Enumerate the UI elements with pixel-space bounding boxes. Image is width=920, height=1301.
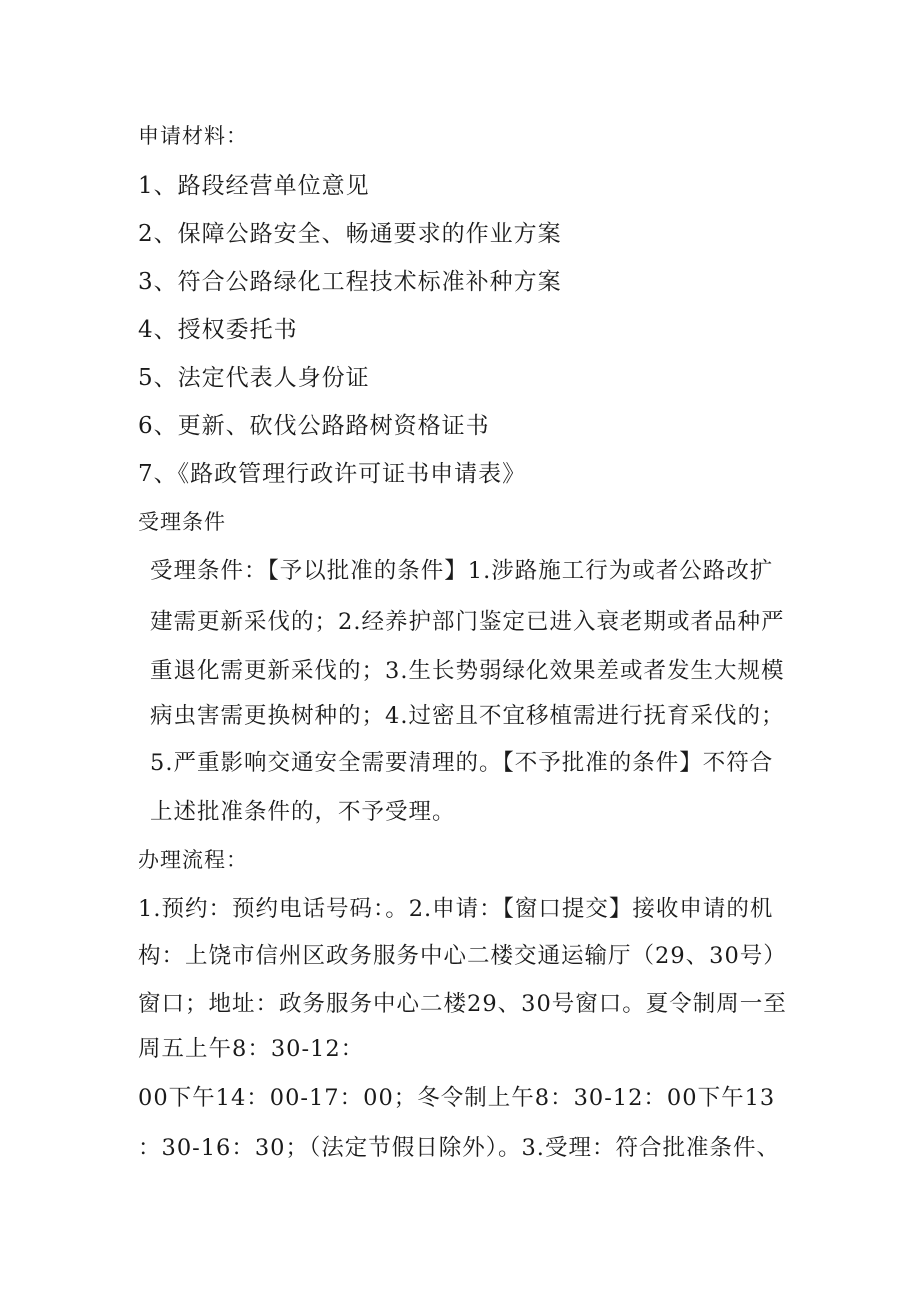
process-heading: 办理流程： xyxy=(138,848,248,872)
material-item-2: 2、保障公路安全、畅通要求的作业方案 xyxy=(138,221,562,247)
material-item-3: 3、符合公路绿化工程技术标准补种方案 xyxy=(138,269,562,295)
material-item-1: 1、路段经营单位意见 xyxy=(138,173,370,199)
material-item-7: 7、《路政管理行政许可证书申请表》 xyxy=(138,461,527,487)
process-line-2: 构：上饶市信州区政务服务中心二楼交通运输厅（29、30号） xyxy=(138,943,787,969)
conditions-line-5: 5.严重影响交通安全需要清理的。【不予批准的条件】不符合 xyxy=(150,750,774,776)
conditions-heading: 受理条件 xyxy=(138,510,226,534)
conditions-line-4: 病虫害需更换树种的；4.过密且不宜移植需进行抚育采伐的； xyxy=(150,703,785,729)
conditions-line-6: 上述批准条件的，不予受理。 xyxy=(150,799,456,825)
conditions-line-2: 建需更新采伐的；2.经养护部门鉴定已进入衰老期或者品种严 xyxy=(150,609,785,635)
process-line-6: ：30-16：30；（法定节假日除外）。3.受理：符合批准条件、 xyxy=(138,1135,780,1161)
process-line-3: 窗口；地址：政务服务中心二楼29、30号窗口。夏令制周一至 xyxy=(138,991,787,1017)
conditions-line-3: 重退化需更新采伐的；3.生长势弱绿化效果差或者发生大规模 xyxy=(150,658,785,684)
material-item-4: 4、授权委托书 xyxy=(138,317,298,343)
materials-heading: 申请材料： xyxy=(138,124,248,148)
material-item-5: 5、法定代表人身份证 xyxy=(138,365,370,391)
material-item-6: 6、更新、砍伐公路路树资格证书 xyxy=(138,413,490,439)
process-line-5: 00下午14：00-17：00；冬令制上午8：30-12：00下午13 xyxy=(138,1085,776,1111)
conditions-line-1: 受理条件：【予以批准的条件】1.涉路施工行为或者公路改扩 xyxy=(150,558,774,584)
process-line-4: 周五上午8：30-12： xyxy=(138,1036,365,1062)
process-line-1: 1.预约：预约电话号码：。2.申请：【窗口提交】接收申请的机 xyxy=(138,896,774,922)
